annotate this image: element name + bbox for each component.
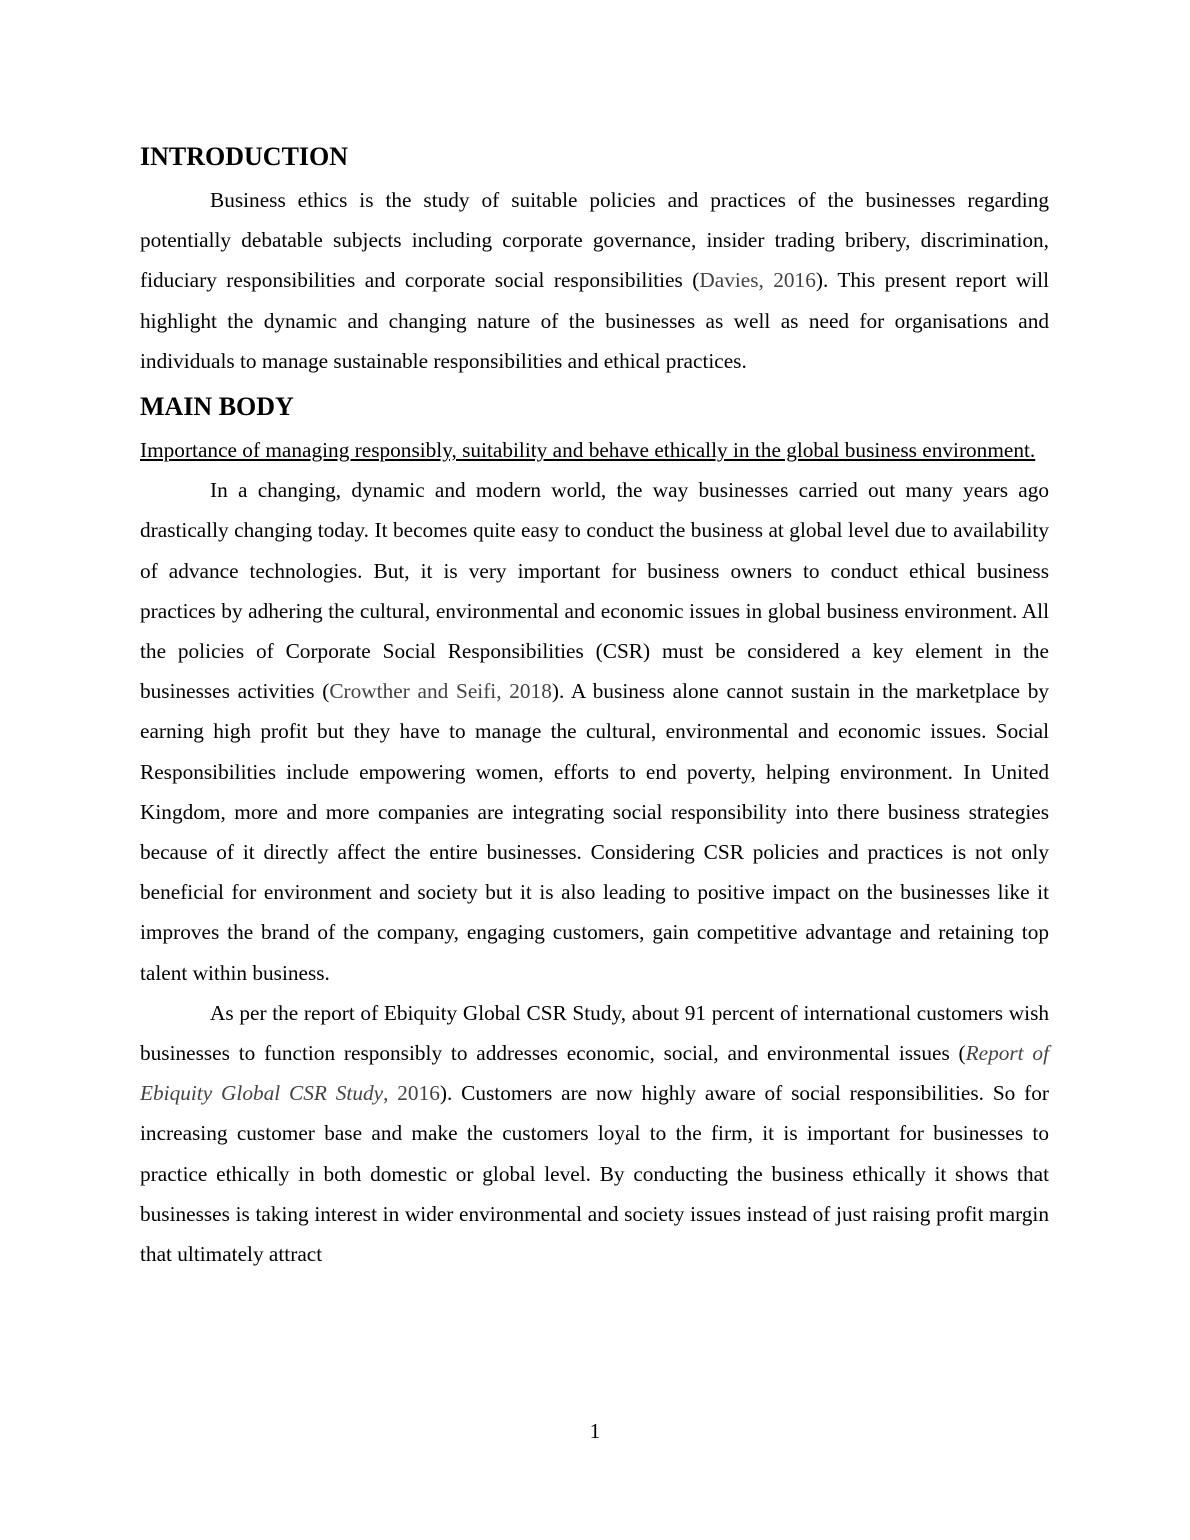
introduction-heading: INTRODUCTION: [140, 142, 349, 171]
citation-ebiquity-title: Report of Ebiquity Global CSR Study: [140, 1041, 1049, 1106]
page-number: 1: [589, 1419, 601, 1443]
citation-crowther-seifi: Crowther and Seifi, 2018: [329, 679, 552, 704]
section-subheading: Importance of managing responsibly, suitability and behave ethically in the global business environment.: [140, 438, 1036, 463]
main-body-heading: MAIN BODY: [140, 392, 294, 422]
intro-text-after-citation: ). This present report will highlight the dynamic and changing nature of the businesses as well as need for organisations and individuals to manage sustainable responsibilities and ethical practices.: [140, 268, 1049, 373]
intro-text-before-citation: Business ethics is the study of suitable policies and practices of the businesses regarding potentially debatable subjects including corporate governance, insider trading bribery, discrimination, fiduciary responsibilities and corporate social responsibilities (: [140, 188, 1049, 293]
citation-ebiquity-year: , 2016: [383, 1081, 440, 1106]
introduction-paragraph: [140, 180, 1049, 381]
para1-text-before-citation: In a changing, dynamic and modern world, the way businesses carried out many years ago drastically changing today. It becomes quite easy to conduct the business at global level due to availability of advance technologies. But, it is very important for business owners to conduct ethical business practices by adhering the cultural, environmental and economic issues in global business environment. All the policies of Corporate Social Responsibilities (CSR) must be considered a key element in the businesses activities (: [140, 478, 1049, 704]
body-paragraph-2: [140, 993, 1049, 1274]
page-content: [140, 137, 1049, 1274]
citation-davies: Davies, 2016: [699, 268, 816, 293]
para2-text-before-citation: As per the report of Ebiquity Global CSR Study, about 91 percent of international customers wish businesses to function responsibly to addresses economic, social, and environmental issues (: [140, 1000, 1049, 1066]
para2-text-after-citation: ). Customers are now highly aware of social responsibilities. So for increasing customer base and make the customers loyal to the firm, it is important for businesses to practice ethically in both domestic or global level. By conducting the business ethically it shows that businesses is taking interest in wider environmental and society issues instead of just raising profit margin that ultimately attract: [140, 1081, 1050, 1267]
para1-text-after-citation: ). A business alone cannot sustain in the marketplace by earning high profit but they have to manage the cultural, environmental and economic issues. Social Responsibilities include empowering women, efforts to end poverty, helping environment. In United Kingdom, more and more companies are integrating social responsibility into there business strategies because of it directly affect the entire businesses. Considering CSR policies and practices is not only beneficial for environment and society but it is also leading to positive impact on the businesses like it improves the brand of the company, engaging customers, gain competitive advantage and retaining top talent within business.: [140, 679, 1049, 985]
body-paragraph-1: [140, 470, 1049, 993]
